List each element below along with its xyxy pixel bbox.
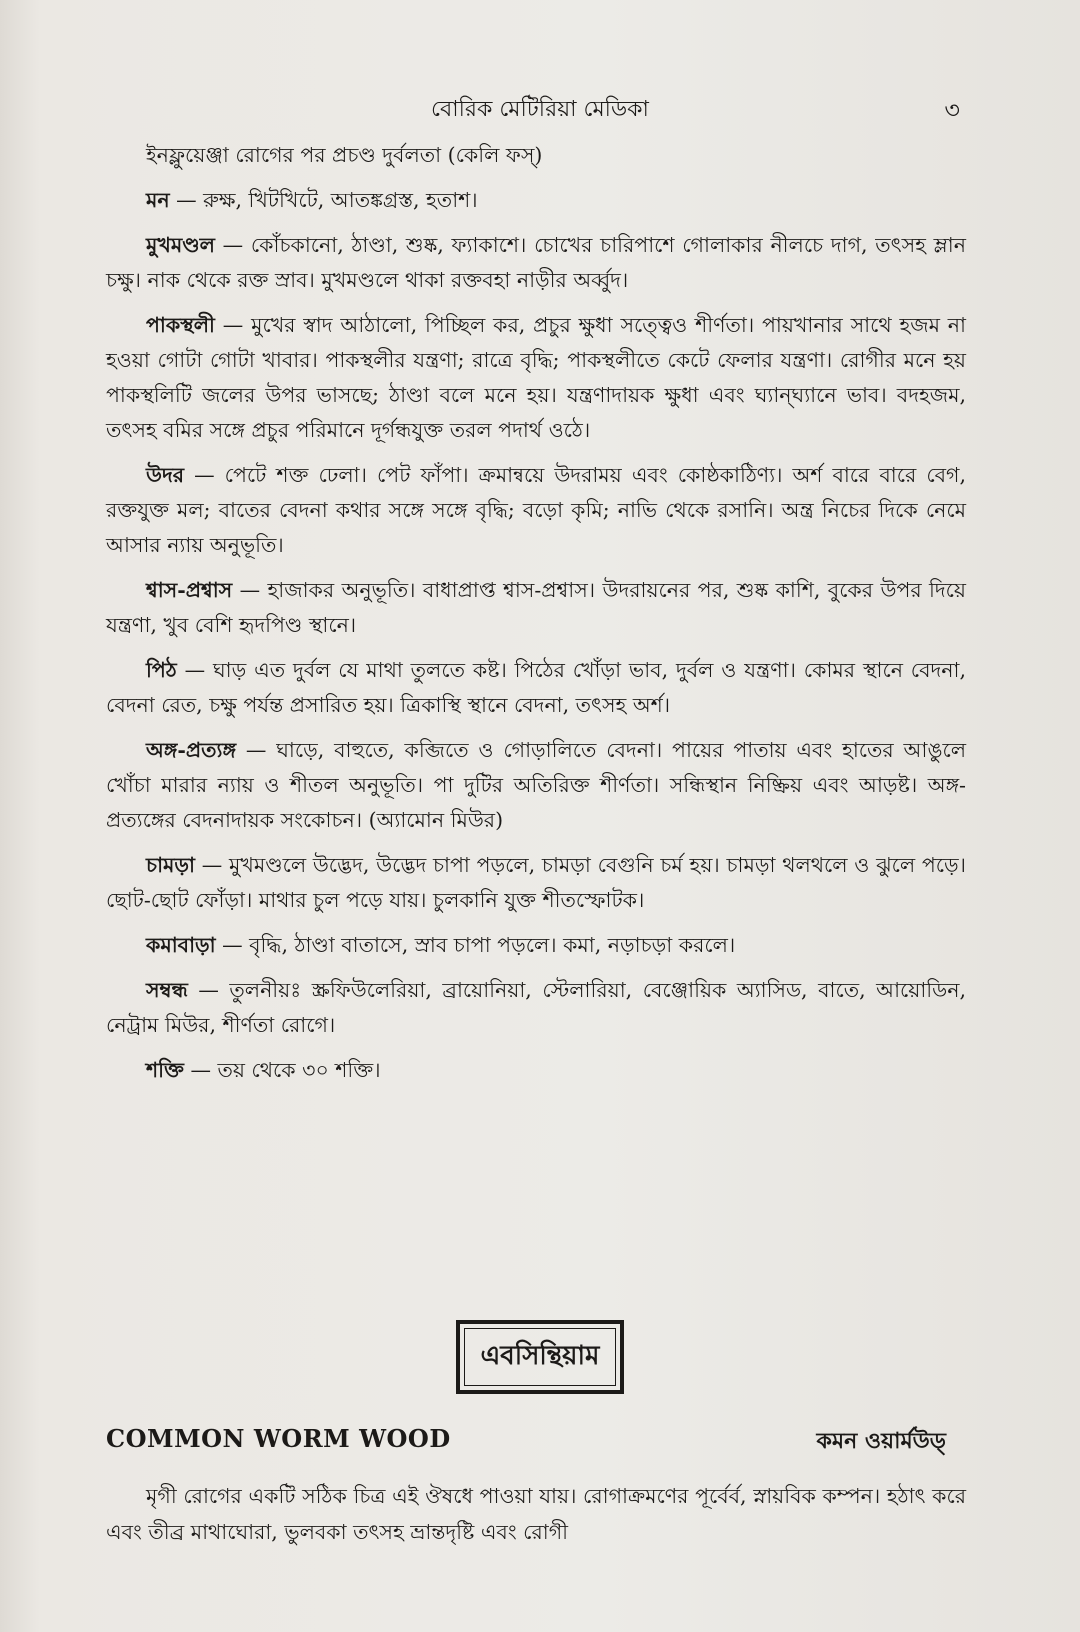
paragraph-mind <box>106 183 966 218</box>
paragraph-skin <box>106 848 966 918</box>
body-text <box>106 138 966 1098</box>
remedy-description <box>106 1478 966 1550</box>
section-term: পিঠ <box>146 658 177 682</box>
remedy-english-name: COMMON WORM WOOD <box>106 1424 451 1453</box>
paragraph-text: — হাজাকর অনুভূতি। বাধাপ্রাপ্ত শ্বাস-প্রশ্বাস। উদরায়নের পর, শুষ্ক কাশি, বুকের উপর দিয়ে যন্ত্রণা, খুব বেশি হৃদপিণ্ড স্থানে। <box>106 578 966 637</box>
paragraph-text: — বৃদ্ধি, ঠাণ্ডা বাতাসে, স্রাব চাপা পড়লে। কমা, নড়াচড়া করলে। <box>215 933 736 957</box>
paragraph-text: — কোঁচকানো, ঠাণ্ডা, শুষ্ক, ফ্যাকাশে। চোখের চারিপাশে গোলাকার নীলচে দাগ, তৎসহ ম্লান চক্ষু। নাক থেকে রক্ত স্রাব। মুখমণ্ডলে থাকা রক্তবহা নাড়ীর অর্ব্বুদ। <box>106 233 966 292</box>
paragraph-stomach <box>106 308 966 448</box>
remedy-bengali-name: কমন ওয়ার্মউড্ <box>816 1428 946 1454</box>
section-term: অঙ্গ-প্রত্যঙ্গ <box>146 738 237 762</box>
paragraph-text: — ঘাড় এত দুর্বল যে মাথা তুলতে কষ্ট। পিঠের খোঁড়া ভাব, দুর্বল ও যন্ত্রণা। কোমর স্থানে বেদনা, বেদনা রেত, চক্ষু পর্যন্ত প্রসারিত হয়। ত্রিকাস্থি স্থানে বেদনা, তৎসহ অর্শ। <box>106 658 966 717</box>
remedy-name-line <box>106 1424 966 1460</box>
section-term: সম্বন্ধ <box>146 978 188 1002</box>
paragraph-text: — রুক্ষ, খিটখিটে, আতঙ্কগ্রস্ত, হতাশ। <box>169 188 478 212</box>
paragraph-face <box>106 228 966 298</box>
paragraph-back <box>106 653 966 723</box>
paragraph-text: — তুলনীয়ঃ স্ক্রফিউলেরিয়া, ব্রায়োনিয়া, স্টেলারিয়া, বেঞ্জোয়িক অ্যাসিড, বাতে, আয়োডিন, নেট্রাম মিউর, শীর্ণতা রোগে। <box>106 978 966 1037</box>
paragraph-text: — তয় থেকে ৩০ শক্তি। <box>183 1058 381 1082</box>
paragraph-relationship <box>106 973 966 1043</box>
paragraph-abdomen <box>106 458 966 563</box>
section-title: এবসিন্থিয়াম <box>464 1328 617 1386</box>
section-term: মন <box>146 188 170 212</box>
paragraph-potency <box>106 1053 966 1088</box>
page-number: ৩ <box>944 96 960 124</box>
paragraph-modalities <box>106 928 966 963</box>
section-term: চামড়া <box>146 853 195 877</box>
section-title-block <box>0 1320 1080 1394</box>
paragraph-epilepsy: মৃগী রোগের একটি সঠিক চিত্র এই ঔষধে পাওয়া যায়। রোগাক্রমণের পূর্বের্ব, স্নায়বিক কম্পন। হঠাৎ করে এবং তীব্র মাথাঘোরা, ভুলবকা তৎসহ ভ্রান্তদৃষ্টি এবং রোগী <box>106 1484 966 1544</box>
paragraph-text: — ঘাড়ে, বাহুতে, কব্জিতে ও গোড়ালিতে বেদনা। পায়ের পাতায় এবং হাতের আঙুলে খোঁচা মারার ন্যায় ও শীতল অনুভূতি। পা দুটির অতিরিক্ত শীর্ণতা। সন্ধিস্থান নিষ্ক্রিয় এবং আড়ষ্ট। অঙ্গ-প্রত্যঙ্গের বেদনাদায়ক সংকোচন। (অ্যামোন মিউর) <box>106 738 966 832</box>
paragraph-respiration <box>106 573 966 643</box>
section-term: শ্বাস-প্রশ্বাস <box>146 578 233 602</box>
paragraph-text: ইনফ্লুয়েঞ্জা রোগের পর প্রচণ্ড দুর্বলতা (কেলি ফস্) <box>146 143 543 167</box>
section-term: পাকস্থলী <box>146 313 215 337</box>
paragraph-text: — মুখের স্বাদ আঠালো, পিচ্ছিল কর, প্রচুর ক্ষুধা সত্ত্বেও শীর্ণতা। পায়খানার সাথে হজম না হওয়া গোটা গোটা খাবার। পাকস্থলীর যন্ত্রণা; রাত্রে বৃদ্ধি; পাকস্থলীতে কেটে ফেলার যন্ত্রণা। রোগীর মনে হয় পাকস্থলিটি জলের উপর ভাসছে; ঠাণ্ডা বলে মনে হয়। যন্ত্রণাদায়ক ক্ষুধা এবং ঘ্যান্‌ঘ্যানে ভাব। বদহজম, তৎসহ বমির সঙ্গে প্রচুর পরিমানে দূর্গন্ধযুক্ত তরল পদার্থ ওঠে। <box>106 313 966 442</box>
section-title-frame <box>456 1320 625 1394</box>
running-title: বোরিক মেটিরিয়া মেডিকা <box>431 97 649 122</box>
section-term: শক্তি <box>146 1058 184 1082</box>
paragraph-text: — পেটে শক্ত ঢেলা। পেট ফাঁপা। ক্রমান্বয়ে উদরাময় এবং কোষ্ঠকাঠিণ্য। অর্শ বারে বারে বেগ, রক্তযুক্ত মল; বাতের বেদনা কথার সঙ্গে সঙ্গে বৃদ্ধি; বড়ো কৃমি; নাভি থেকে রসানি। অন্ত্র নিচের দিকে নেমে আসার ন্যায় অনুভূতি। <box>106 463 966 557</box>
paragraph-flu-weakness <box>106 138 966 173</box>
section-term: কমাবাড়া <box>146 933 216 957</box>
running-header <box>0 88 1080 128</box>
paragraph-text: — মুখমণ্ডলে উদ্ভেদ, উদ্ভেদ চাপা পড়লে, চামড়া বেগুনি চর্ম হয়। চামড়া থলথলে ও ঝুলে পড়ে। ছোট-ছোট ফোঁড়া। মাথার চুল পড়ে যায়। চুলকানি যুক্ত শীতস্ফোটক। <box>106 853 966 912</box>
section-term: মুখমণ্ডল <box>146 233 215 257</box>
paragraph-limbs <box>106 733 966 838</box>
section-term: উদর <box>146 463 185 487</box>
